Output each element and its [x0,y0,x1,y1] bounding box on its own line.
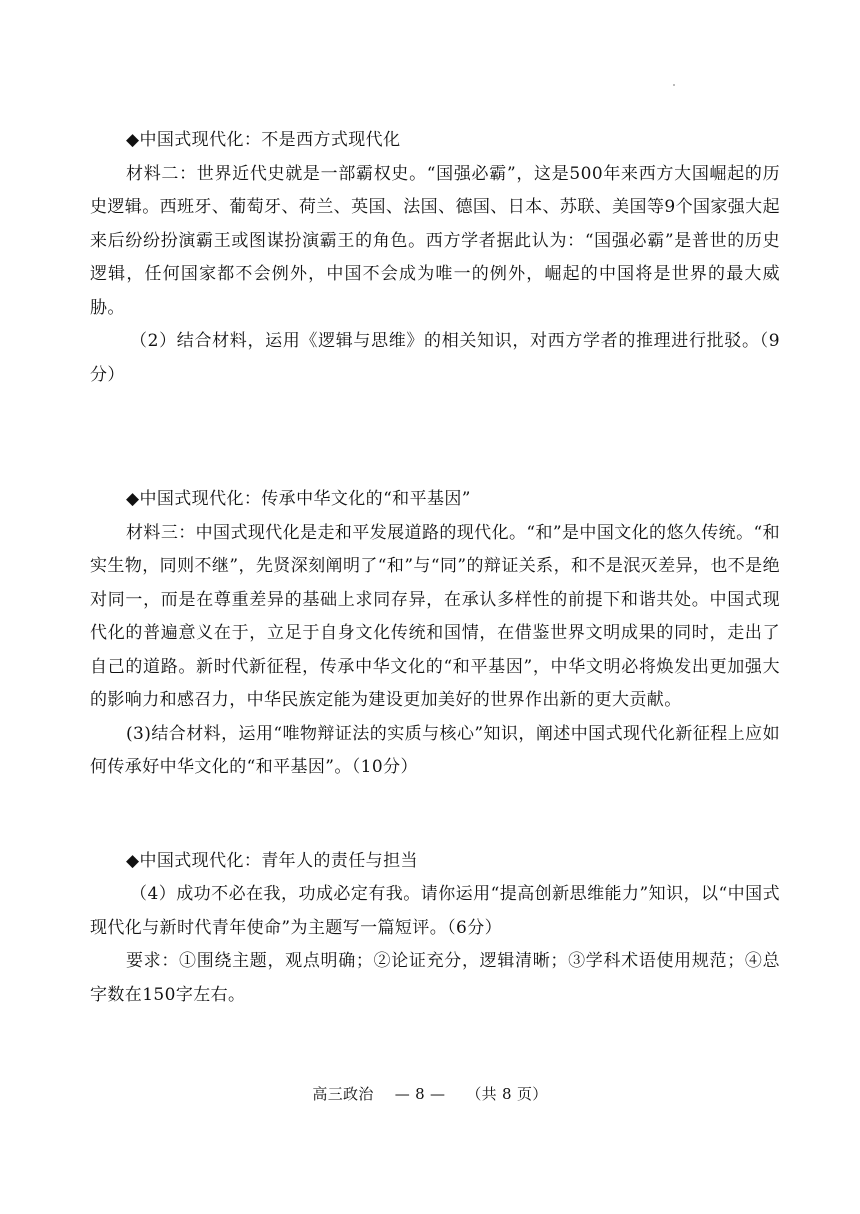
section3-material: 材料三：中国式现代化是走和平发展道路的现代化。“和”是中国文化的悠久传统。“和实生物，同则不继”，先贤深刻阐明了“和”与“同”的辩证关系，和不是泯灭差异，也不是绝对同一，而是在尊重差异的基础上求同存异，在承认多样性的前提下和谐共处。中国式现代化的普遍意义在于，立足于自身文化传统和国情，在借鉴世界文明成果的同时，走出了自己的道路。新时代新征程，传承中华文化的“和平基因”，中华文明必将焕发出更加强大的影响力和感召力，中华民族定能为建设更加美好的世界作出新的更大贡献。 [90,522,780,710]
section2-question: （2）结合材料，运用《逻辑与思维》的相关知识，对西方学者的推理进行批驳。（9分） [90,331,780,385]
page-content [90,124,780,1012]
section2-material: 材料二：世界近代史就是一部霸权史。“国强必霸”，这是500年来西方大国崛起的历史逻辑。西班牙、葡萄牙、荷兰、英国、法国、德国、日本、苏联、美国等9个国家强大起来后纷纷扮演霸王或图谋扮演霸王的角色。西方学者据此认为：“国强必霸”是普世的历史逻辑，任何国家都不会例外，中国不会成为唯一的例外，崛起的中国将是世界的最大威胁。 [90,163,780,318]
section3-heading: ◆中国式现代化：传承中华文化的“和平基因” [126,489,471,509]
answer-space-2 [90,392,780,483]
section4-requirements: 要求：①围绕主题，观点明确；②论证充分，逻辑清晰；③学科术语使用规范；④总字数在150字左右。 [90,951,780,1005]
footer-page-number: — 8 — [394,1085,446,1103]
page-footer [0,1083,860,1105]
section2-heading: ◆中国式现代化：不是西方式现代化 [126,130,401,150]
section4-question: （4）成功不必在我，功成必定有我。请你运用“提高创新思维能力”知识，以“中国式现代化与新时代青年使命”为主题写一篇短评。（6分） [90,884,780,938]
answer-space-3 [90,785,780,845]
section3-question: (3)结合材料，运用“唯物辩证法的实质与核心”知识，阐述中国式现代化新征程上应如何传承好中华文化的“和平基因”。（10分） [90,723,780,777]
section4-heading: ◆中国式现代化：青年人的责任与担当 [126,850,418,871]
scan-dot [673,84,675,86]
footer-subject: 高三政治 [312,1085,374,1103]
footer-total-pages: （共 8 页） [466,1085,548,1103]
